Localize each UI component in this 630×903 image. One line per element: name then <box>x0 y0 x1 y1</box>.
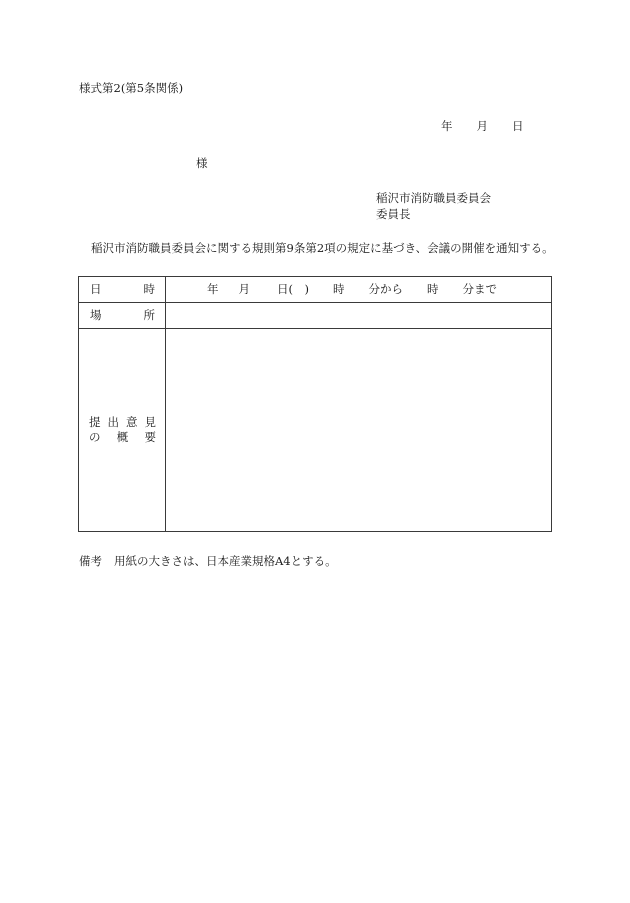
date-line <box>441 121 524 133</box>
remarks <box>79 556 337 568</box>
table-row-summary <box>79 329 552 532</box>
datetime-year: 年 <box>207 281 219 296</box>
datetime-label-char: 日 <box>90 281 102 296</box>
datetime-value-cell <box>166 277 552 303</box>
summary-label-char: 概 <box>116 429 129 444</box>
form-number: 様式第2(第5条関係) <box>79 81 184 95</box>
addressee-suffix: 様 <box>196 156 208 170</box>
date-month-label: 月 <box>476 119 488 133</box>
remarks-label: 備考 <box>79 554 102 568</box>
sender-organization: 稲沢市消防職員委員会 <box>376 191 491 205</box>
datetime-label-cell <box>79 277 166 303</box>
datetime-minute-to: 分まで <box>462 281 497 296</box>
summary-label-char: の <box>89 429 101 444</box>
place-label-cell <box>79 303 166 329</box>
datetime-hour-from: 時 <box>332 281 345 296</box>
place-label-char: 所 <box>143 307 155 322</box>
place-value-cell[interactable] <box>166 303 552 329</box>
summary-label-line1 <box>89 417 156 429</box>
summary-label-char: 提 <box>89 415 101 429</box>
summary-label-cell <box>79 329 166 532</box>
meeting-info-table <box>78 276 552 532</box>
table-row-datetime <box>79 277 552 303</box>
summary-label-line2 <box>89 429 156 444</box>
summary-label-char: 出 <box>107 415 119 429</box>
sender-title: 委員長 <box>376 207 411 221</box>
summary-label-char: 意 <box>126 415 138 429</box>
summary-value-cell[interactable] <box>166 329 552 532</box>
remarks-text: 用紙の大きさは、日本産業規格A4とする。 <box>114 554 337 568</box>
datetime-label-char: 時 <box>143 281 155 296</box>
date-year-label: 年 <box>441 119 453 133</box>
place-label-char: 場 <box>90 307 102 322</box>
datetime-hour-to: 時 <box>426 281 439 296</box>
datetime-month: 月 <box>238 281 250 296</box>
summary-label-char: 見 <box>144 415 156 429</box>
summary-label-char: 要 <box>144 429 156 444</box>
datetime-day-weekday: 日( ) <box>277 281 309 296</box>
table-row-place <box>79 303 552 329</box>
datetime-minute-from: 分から <box>368 281 403 296</box>
date-day-label: 日 <box>512 119 524 133</box>
notice-body: 稲沢市消防職員委員会に関する規則第9条第2項の規定に基づき、会議の開催を通知する。 <box>91 241 554 255</box>
